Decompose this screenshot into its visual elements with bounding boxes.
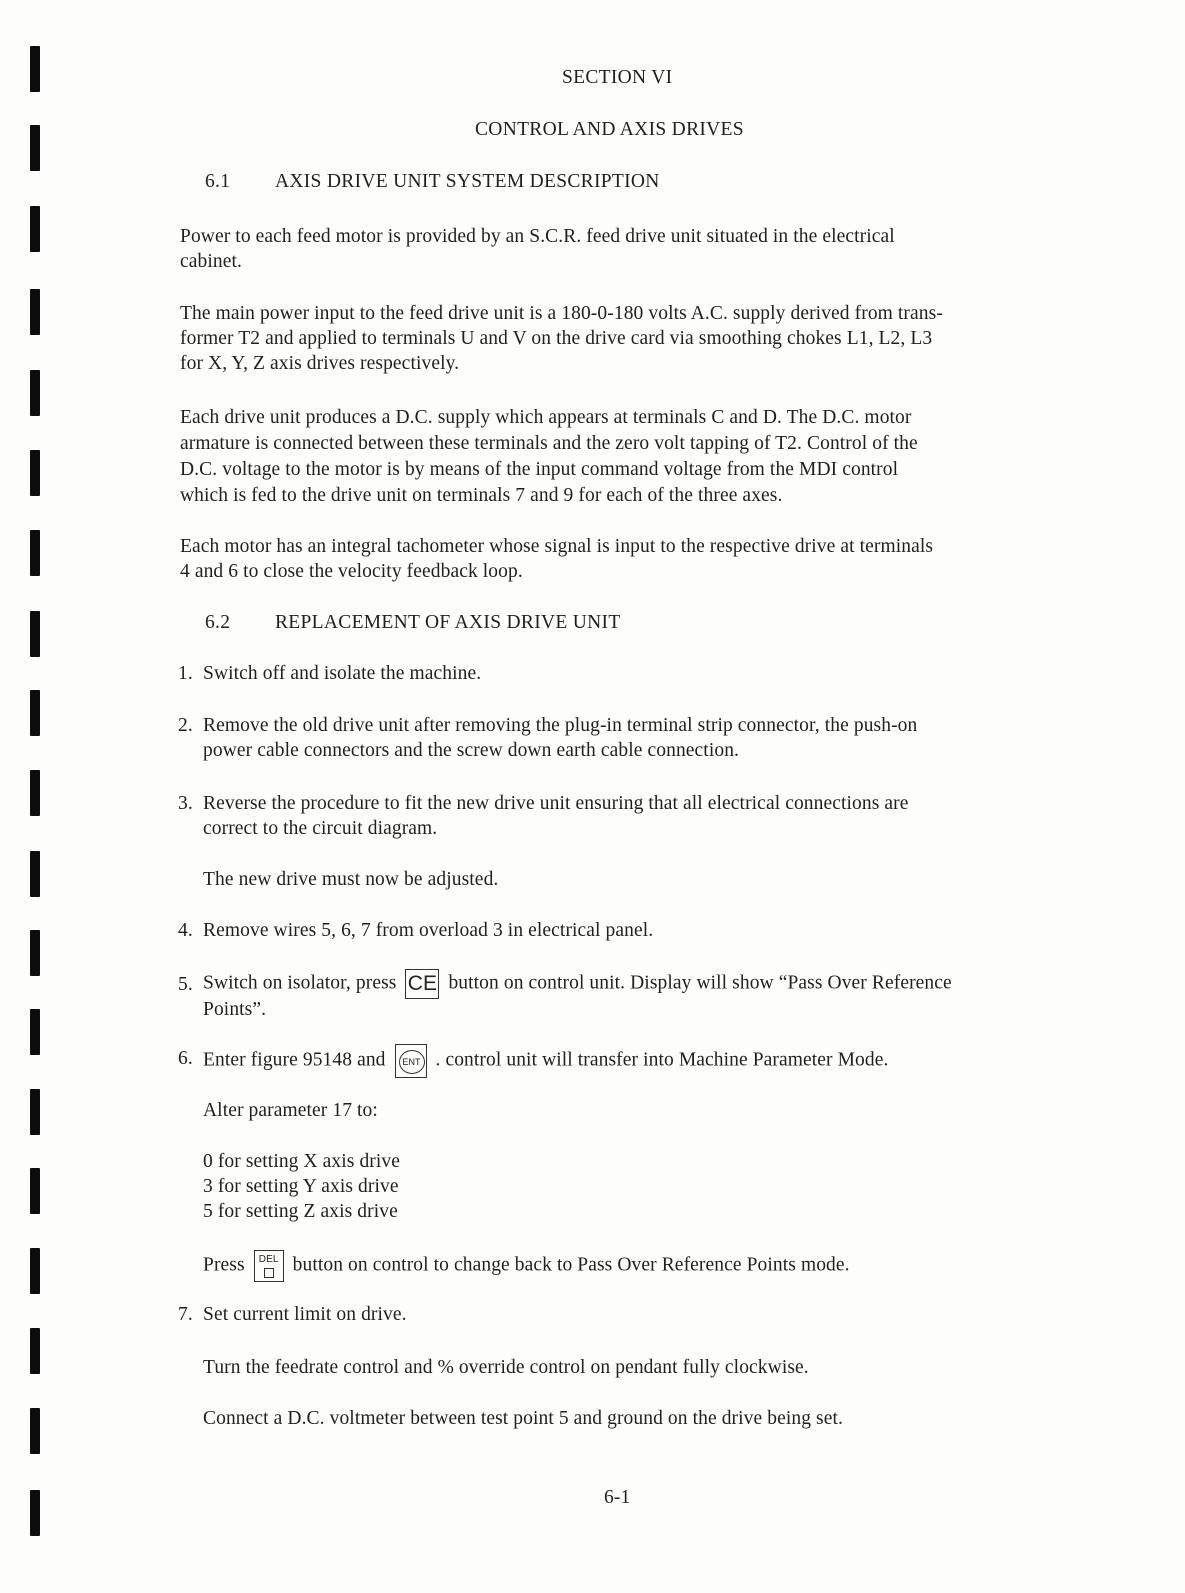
binder-hole [30, 1168, 40, 1214]
binder-hole [30, 690, 40, 736]
step-6-line [203, 1044, 889, 1078]
binder-hole [30, 1490, 40, 1536]
para2-line: The main power input to the feed drive unit is a 180-0-180 volts A.C. supply derived from trans- [180, 303, 943, 324]
binder-hole [30, 289, 40, 335]
step-5-number: 5. [178, 974, 193, 995]
step-3-note: The new drive must now be adjusted. [203, 869, 499, 890]
del-key-label: DEL [258, 1254, 279, 1265]
step-5-line2: Points”. [203, 999, 267, 1020]
step-2-line: Remove the old drive unit after removing the plug-in terminal strip connector, the push-on [203, 715, 918, 736]
ent-key-label: ENT [399, 1050, 425, 1074]
para3-line: which is fed to the drive unit on terminals 7 and 9 for each of the three axes. [180, 485, 783, 506]
step-6-option: 3 for setting Y axis drive [203, 1176, 399, 1197]
step-6-press-label: Press [203, 1254, 245, 1276]
step-3-line: correct to the circuit diagram. [203, 818, 438, 839]
step-7-para: Turn the feedrate control and % override control on pendant fully clockwise. [203, 1357, 809, 1378]
step-3-line: Reverse the procedure to fit the new drive unit ensuring that all electrical connections are [203, 793, 909, 814]
step-4-number: 4. [178, 920, 193, 941]
para4-line: 4 and 6 to close the velocity feedback loop. [180, 561, 523, 582]
step-5-line [203, 969, 952, 999]
para3-line: D.C. voltage to the motor is by means of the input command voltage from the MDI control [180, 459, 899, 480]
step-7-para: Connect a D.C. voltmeter between test point 5 and ground on the drive being set. [203, 1408, 843, 1429]
binder-hole [30, 1248, 40, 1294]
del-key-icon [254, 1250, 284, 1282]
step-1-number: 1. [178, 663, 193, 684]
binder-hole [30, 930, 40, 976]
step-7-number: 7. [178, 1304, 193, 1325]
binder-hole [30, 450, 40, 496]
step-6-press-text: button on control to change back to Pass Over Reference Points mode. [292, 1254, 850, 1276]
section-6-2-title: REPLACEMENT OF AXIS DRIVE UNIT [275, 612, 621, 633]
step-1-text: Switch off and isolate the machine. [203, 663, 482, 684]
binder-hole [30, 206, 40, 252]
section-6-1-number: 6.1 [205, 171, 231, 192]
para1-line: Power to each feed motor is provided by an S.C.R. feed drive unit situated in the electrical [180, 226, 895, 247]
para3-line: armature is connected between these terminals and the zero volt tapping of T2. Control of the [180, 433, 918, 454]
para2-line: former T2 and applied to terminals U and V on the drive card via smoothing chokes L1, L2, L3 [180, 328, 933, 349]
para1-line: cabinet. [180, 251, 242, 272]
section-title: SECTION VI [562, 67, 673, 88]
para2-line: for X, Y, Z axis drives respectively. [180, 353, 460, 374]
binder-hole [30, 1408, 40, 1454]
section-6-1-title: AXIS DRIVE UNIT SYSTEM DESCRIPTION [275, 171, 660, 192]
step-6-number: 6. [178, 1048, 193, 1069]
step-2-line: power cable connectors and the screw down earth cable connection. [203, 740, 740, 761]
para4-line: Each motor has an integral tachometer whose signal is input to the respective drive at terminals [180, 536, 934, 557]
section-6-2-number: 6.2 [205, 612, 231, 633]
step-6-text-before: Enter figure 95148 and [203, 1049, 386, 1071]
binder-hole [30, 611, 40, 657]
step-4-text: Remove wires 5, 6, 7 from overload 3 in electrical panel. [203, 920, 654, 941]
binder-hole [30, 125, 40, 171]
ent-key-icon [395, 1044, 427, 1078]
step-5-text-before: Switch on isolator, press [203, 972, 397, 994]
binder-hole [30, 46, 40, 92]
step-6-press-line [203, 1250, 850, 1282]
step-3-number: 3. [178, 793, 193, 814]
step-5-text-after: button on control unit. Display will show “Pass Over Reference [448, 972, 952, 994]
para3-line: Each drive unit produces a D.C. supply which appears at terminals C and D. The D.C. motor [180, 407, 912, 428]
page-number: 6-1 [604, 1487, 631, 1508]
step-6-option: 5 for setting Z axis drive [203, 1201, 398, 1222]
chapter-title: CONTROL AND AXIS DRIVES [475, 119, 744, 140]
step-6-text-after: . control unit will transfer into Machine Parameter Mode. [435, 1049, 889, 1071]
binder-hole [30, 770, 40, 816]
step-6-option: 0 for setting X axis drive [203, 1151, 401, 1172]
binder-hole [30, 851, 40, 897]
binder-hole [30, 1089, 40, 1135]
binder-hole [30, 1009, 40, 1055]
binder-hole [30, 370, 40, 416]
binder-holes [30, 0, 42, 1593]
step-7-text: Set current limit on drive. [203, 1304, 407, 1325]
ce-key-icon: CE [405, 969, 439, 999]
binder-hole [30, 530, 40, 576]
step-2-number: 2. [178, 715, 193, 736]
step-6-alter: Alter parameter 17 to: [203, 1100, 378, 1121]
binder-hole [30, 1328, 40, 1374]
